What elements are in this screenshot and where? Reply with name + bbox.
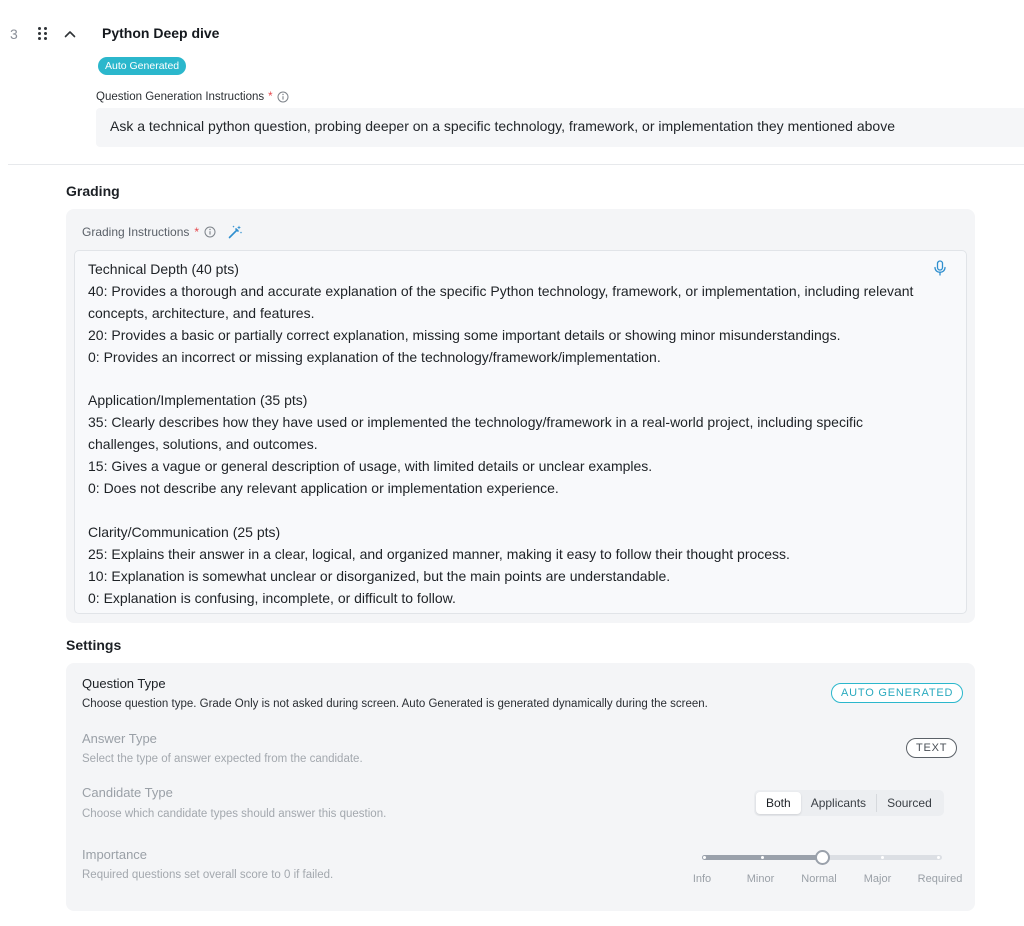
question-number: 3 — [10, 26, 18, 42]
candidate-type-description: Choose which candidate types should answer this question. — [82, 808, 387, 820]
importance-level-minor[interactable]: Minor — [746, 873, 775, 885]
importance-slider[interactable] — [702, 849, 942, 867]
generation-instructions-field[interactable]: Ask a technical python question, probing deeper on a specific technology, framework, or implementation they mentioned above — [96, 108, 1024, 147]
generation-instructions-label-text: Question Generation Instructions — [96, 91, 265, 103]
grading-instructions-textarea[interactable]: Technical Depth (40 pts) 40: Provides a thorough and accurate explanation of the specific Python technology, framework, or implementation, including relevant concepts, architecture, and features. 20: Provides a basic or partially correct explanation, missing some important details or showing minor misunderstandings. 0: Provides an incorrect or missing explanation of the technology/framework/implementation. Application/Implementation (35 pts) 35: Clearly describes how they have used or implemented the technology/framework in a real-world project, including specific challenges, solutions, and outcomes. 15: Gives a vague or general description of usage, with limited details or unclear examples. 0: Does not describe any relevant application or implementation experience. Clarity/Communication (25 pts) 25: Explains their answer in a clear, logical, and organized manner, making it easy to follow their thought process. 10: Explanation is somewhat unclear or disorganized, but the main points are understandable. 0: Explanation is confusing, incomplete, or difficult to follow. — [74, 250, 967, 614]
question-type-value[interactable]: AUTO GENERATED — [831, 683, 963, 703]
candidate-type-option-sourced[interactable]: Sourced — [887, 796, 932, 810]
importance-level-info[interactable]: Info — [692, 873, 712, 885]
importance-description: Required questions set overall score to 0 if failed. — [82, 869, 334, 881]
generation-instructions-label — [96, 91, 289, 103]
candidate-type-option-applicants[interactable]: Applicants — [810, 796, 867, 810]
drag-handle-icon[interactable] — [38, 27, 48, 41]
importance-level-major[interactable]: Major — [863, 873, 892, 885]
grading-section-title: Grading — [66, 183, 120, 199]
question-header — [0, 18, 1024, 48]
question-type-description: Choose question type. Grade Only is not asked during screen. Auto Generated is generated dynamically during the screen. — [82, 698, 708, 710]
importance-level-required[interactable]: Required — [917, 873, 963, 885]
grading-instructions-label-text: Grading Instructions — [82, 225, 190, 239]
answer-type-value[interactable]: TEXT — [906, 738, 957, 758]
magic-wand-icon[interactable] — [227, 224, 243, 240]
candidate-type-title: Candidate Type — [82, 785, 173, 800]
settings-section-title: Settings — [66, 637, 122, 653]
info-icon[interactable] — [277, 91, 289, 103]
candidate-type-option-both[interactable]: Both — [756, 792, 801, 814]
grading-card — [66, 209, 975, 623]
importance-slider-thumb[interactable] — [815, 850, 830, 865]
settings-card — [66, 663, 975, 911]
microphone-icon[interactable] — [933, 260, 947, 276]
importance-tick — [761, 856, 764, 859]
info-icon[interactable] — [204, 226, 216, 238]
importance-tick — [703, 856, 706, 859]
candidate-type-segmented-control — [754, 790, 944, 816]
section-divider — [8, 164, 1024, 165]
answer-type-description: Select the type of answer expected from the candidate. — [82, 753, 363, 765]
chevron-up-icon[interactable] — [62, 26, 78, 42]
answer-type-title: Answer Type — [82, 731, 157, 746]
required-asterisk: * — [194, 225, 200, 239]
importance-level-labels — [682, 873, 972, 887]
auto-generated-badge: Auto Generated — [98, 57, 186, 75]
importance-level-normal[interactable]: Normal — [801, 873, 837, 885]
question-type-title: Question Type — [82, 676, 166, 691]
importance-tick — [937, 856, 940, 859]
grading-instructions-label — [82, 224, 243, 240]
importance-title: Importance — [82, 847, 148, 862]
required-asterisk: * — [268, 91, 273, 103]
importance-tick — [881, 856, 884, 859]
question-title: Python Deep dive — [102, 25, 220, 41]
